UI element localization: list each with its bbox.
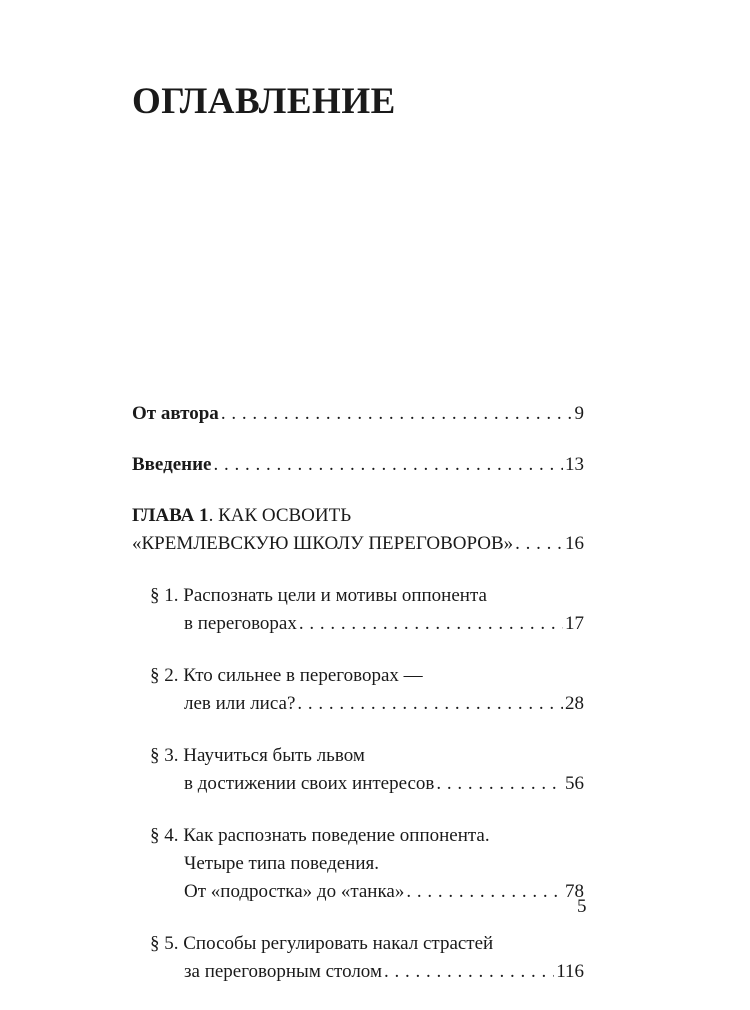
toc-section-4	[132, 822, 584, 906]
section-line: в достижении своих интересов	[184, 773, 435, 794]
toc-entry-introduction	[132, 451, 584, 479]
page-number: 5	[577, 896, 587, 917]
toc-page-number: 16	[565, 533, 584, 554]
toc-page-number: 13	[565, 454, 584, 475]
toc-page-number: 78	[565, 881, 584, 902]
toc-page-number: 56	[565, 773, 584, 794]
toc-section-5	[132, 930, 584, 986]
dot-leader	[299, 610, 563, 638]
toc-page-number: 116	[556, 961, 584, 982]
dot-leader	[436, 770, 563, 798]
chapter-prefix: ГЛАВА 1	[132, 505, 209, 526]
toc-page-number: 17	[565, 613, 584, 634]
dot-leader	[214, 451, 564, 479]
toc-page-number: 9	[574, 403, 584, 424]
dot-leader	[221, 400, 573, 428]
section-line: § 5. Способы регулировать накал страстей	[150, 933, 494, 954]
toc-entry-label: От автора	[132, 403, 219, 424]
section-line: § 1. Распознать цели и мотивы оппонента	[150, 585, 487, 606]
toc-entry-label: Введение	[132, 454, 212, 475]
toc-chapter-1	[132, 502, 584, 558]
table-of-contents	[132, 400, 584, 1010]
section-line: Четыре типа поведения.	[184, 853, 379, 874]
dot-leader	[297, 690, 563, 718]
section-line: за переговорным столом	[184, 961, 382, 982]
chapter-title-line-1: . КАК ОСВОИТЬ	[208, 505, 352, 526]
dot-leader	[406, 878, 563, 906]
section-line: § 2. Кто сильнее в переговорах —	[150, 665, 423, 686]
toc-page-number: 28	[565, 693, 584, 714]
toc-entry-author	[132, 400, 584, 428]
dot-leader	[515, 530, 563, 558]
section-line: в переговорах	[184, 613, 297, 634]
section-line: § 4. Как распознать поведение оппонента.	[150, 825, 490, 846]
dot-leader	[384, 958, 554, 986]
section-line: От «подростка» до «танка»	[184, 881, 405, 902]
chapter-title-line-2: «КРЕМЛЕВСКУЮ ШКОЛУ ПЕРЕГОВОРОВ»	[132, 533, 514, 554]
section-line: лев или лиса?	[184, 693, 296, 714]
toc-section-2	[132, 662, 584, 718]
toc-section-1	[132, 582, 584, 638]
section-line: § 3. Научиться быть львом	[150, 745, 365, 766]
toc-section-3	[132, 742, 584, 798]
page-title: ОГЛАВЛЕНИЕ	[132, 81, 396, 122]
